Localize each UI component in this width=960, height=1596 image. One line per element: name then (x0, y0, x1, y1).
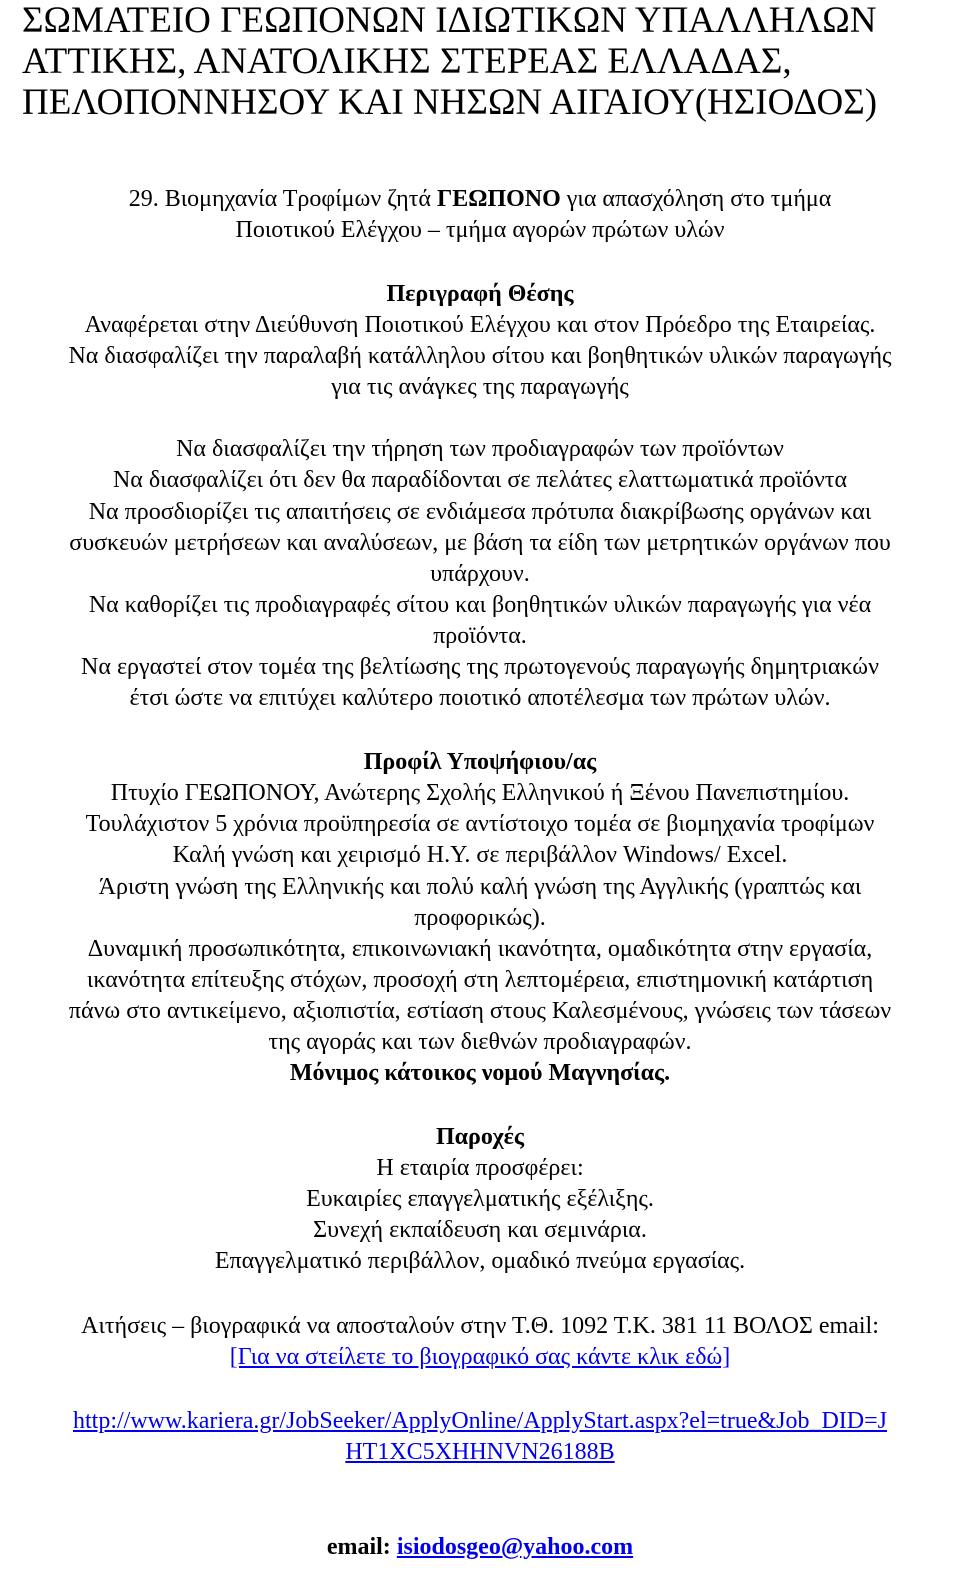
offers-line: Επαγγελματικό περιβάλλον, ομαδικό πνεύμα εργασίας. (214, 1248, 746, 1274)
apply-url-line-2 (0, 1437, 960, 1468)
offers-line: Ευκαιρίες επαγγελματικής εξέλιξης. (306, 1186, 654, 1212)
offers-line: Η εταιρία προσφέρει: (376, 1155, 584, 1181)
description-line: Να διασφαλίζει την τήρηση των προδιαγραφών των προϊόντων (176, 436, 784, 462)
description-line: συσκευών μετρήσεων και αναλύσεων, με βάση τα είδη των μετρητικών οργάνων που (69, 530, 891, 556)
description-heading: Περιγραφή Θέσης (386, 281, 574, 307)
profile-line: Δυναμική προσωπικότητα, επικοινωνιακή ικανότητα, ομαδικότητα στην εργασία, (87, 936, 873, 962)
intro-line-2: Ποιοτικού Ελέγχου – τμήμα αγορών πρώτων υλών (235, 217, 725, 243)
title-line-1: ΣΩΜΑΤΕΙΟ ΓΕΩΠΟΝΩΝ ΙΔΙΩΤΙΚΩΝ ΥΠΑΛΛΗΛΩΝ (22, 0, 877, 41)
apply-instructions: Αιτήσεις – βιογραφικά να αποσταλούν στην Τ.Θ. 1092 Τ.Κ. 381 11 ΒΟΛΟΣ email: (81, 1313, 879, 1339)
footer-email-link[interactable]: isiodosgeo@yahoo.com (396, 1534, 634, 1560)
description-line: έτσι ώστε να επιτύχει καλύτερο ποιοτικό αποτέλεσμα των πρώτων υλών. (129, 685, 831, 711)
description-line: για τις ανάγκες της παραγωγής (331, 374, 629, 400)
profile-line: Άριστη γνώση της Ελληνικής και πολύ καλή γνώση της Αγγλικής (γραπτώς και (98, 874, 862, 900)
description-line: Να διασφαλίζει ότι δεν θα παραδίδονται σε πελάτες ελαττωματικά προϊόντα (112, 467, 848, 493)
intro-job-title: ΓΕΩΠΟΝΟ (436, 186, 561, 212)
description-line: Να διασφαλίζει την παραλαβή κατάλληλου σίτου και βοηθητικών υλικών παραγωγής (68, 343, 892, 369)
profile-line: πάνω στο αντικείμενο, αξιοπιστία, εστίαση στους Καλεσμένους, γνώσεις των τάσεων (68, 998, 892, 1024)
title-line-2: ΑΤΤΙΚΗΣ, ΑΝΑΤΟΛΙΚΗΣ ΣΤΕΡΕΑΣ ΕΛΛΑΔΑΣ, (22, 41, 792, 82)
description-line: υπάρχουν. (430, 561, 530, 587)
offers-line: Συνεχή εκπαίδευση και σεμινάρια. (313, 1217, 647, 1243)
intro-suffix: για απασχόληση στο τμήμα (560, 186, 832, 212)
profile-line: ικανότητα επίτευξης στόχων, προσοχή στη λεπτομέρεια, επιστημονική κατάρτιση (86, 967, 874, 993)
apply-url-link-continued[interactable]: HT1XC5XHHNVN26188B (345, 1439, 615, 1465)
profile-line: Τουλάχιστον 5 χρόνια προϋπηρεσία σε αντίστοιχο τομέα σε βιομηχανία τροφίμων (85, 811, 875, 837)
profile-heading: Προφίλ Υποψήφιου/ας (363, 749, 597, 775)
profile-line: Πτυχίο ΓΕΩΠΟΝΟΥ, Ανώτερης Σχολής Ελληνικού ή Ξένου Πανεπιστημίου. (110, 780, 850, 806)
description-line: Να εργαστεί στον τομέα της βελτίωσης της πρωτογενούς παραγωγής δημητριακών (81, 654, 879, 680)
offers-heading: Παροχές (435, 1124, 525, 1150)
residence-requirement: Μόνιμος κάτοικος νομού Μαγνησίας. (289, 1060, 671, 1086)
apply-url-link[interactable]: http://www.kariera.gr/JobSeeker/ApplyOnline/ApplyStart.aspx?el=true&Job_DID=J (72, 1408, 888, 1434)
intro-prefix: 29. Βιομηχανία Τροφίμων ζητά (128, 186, 437, 212)
intro-line-1 (0, 184, 960, 215)
description-line: Να προσδιορίζει τις απαιτήσεις σε ενδιάμεσα πρότυπα διακρίβωσης οργάνων και (88, 499, 872, 525)
apply-url-line-1 (0, 1406, 960, 1437)
description-line: Να καθορίζει τις προδιαγραφές σίτου και βοηθητικών υλικών παραγωγής για νέα (88, 592, 872, 618)
page-title (22, 0, 942, 123)
footer-email-line (0, 1532, 960, 1563)
apply-line-2 (0, 1342, 960, 1373)
profile-line: Καλή γνώση και χειρισμό Η.Υ. σε περιβάλλον Windows/ Excel. (172, 842, 788, 868)
profile-line: της αγοράς και των διεθνών προδιαγραφών. (268, 1029, 692, 1055)
description-line: Αναφέρεται στην Διεύθυνση Ποιοτικού Ελέγχου και στον Πρόεδρο της Εταιρείας. (84, 312, 876, 338)
title-line-3: ΠΕΛΟΠΟΝΝΗΣΟΥ ΚΑΙ ΝΗΣΩΝ ΑΙΓΑΙΟΥ(ΗΣΙΟΔΟΣ) (22, 82, 878, 123)
apply-cv-link[interactable]: [Για να στείλετε το βιογραφικό σας κάντε κλικ εδώ] (229, 1344, 731, 1370)
description-line: προϊόντα. (433, 623, 527, 649)
profile-line: προφορικώς). (414, 905, 546, 931)
footer-email-label: email: (326, 1534, 397, 1560)
